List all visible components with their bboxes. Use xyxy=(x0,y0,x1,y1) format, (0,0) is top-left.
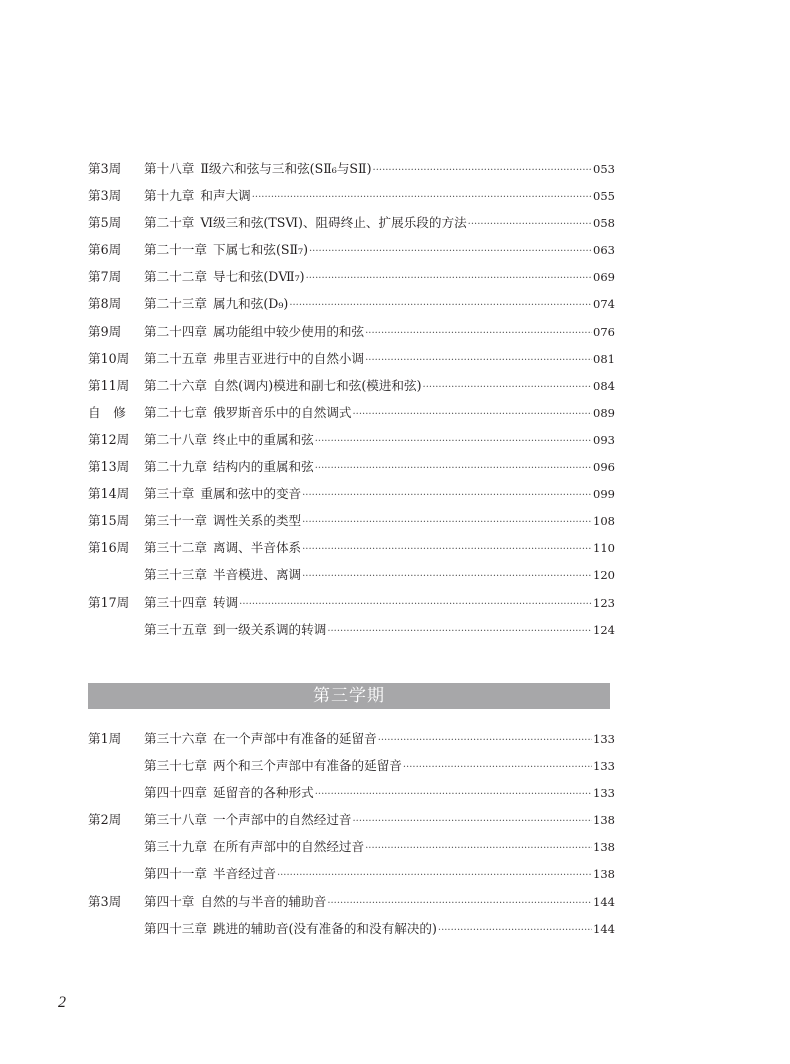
chapter-number: 第二十八章 xyxy=(144,431,207,447)
week-label: 自 修 xyxy=(88,404,126,420)
week-label: 第5周 xyxy=(88,215,122,231)
page-ref: 089 xyxy=(593,405,615,420)
dot-leader xyxy=(353,808,593,835)
page-ref: 081 xyxy=(593,351,615,366)
chapter-title: 自然(调内)模进和副七和弦(模进和弦) xyxy=(212,377,422,393)
dot-leader xyxy=(302,482,592,509)
week-label: 第6周 xyxy=(88,242,122,258)
page-ref: 144 xyxy=(593,894,615,909)
chapter-title: 下属七和弦(SⅡ₇) xyxy=(212,242,308,258)
toc-row[interactable] xyxy=(88,236,615,263)
week-label: 第3周 xyxy=(88,188,122,204)
chapter-title: 在一个声部中有准备的延留音 xyxy=(212,731,377,746)
chapter-title: 半音经过音 xyxy=(212,866,276,882)
dot-leader xyxy=(353,401,593,428)
page-ref: 144 xyxy=(593,921,615,936)
week-label: 第8周 xyxy=(88,296,122,312)
week-label: 第14周 xyxy=(88,486,130,502)
chapter-number: 第二十五章 xyxy=(144,350,207,366)
page-ref: 063 xyxy=(593,243,615,258)
toc-row[interactable] xyxy=(88,399,615,426)
chapter-number: 第三十二章 xyxy=(144,540,207,556)
dot-leader xyxy=(373,157,593,184)
chapter-number: 第三十五章 xyxy=(144,621,207,637)
chapter-title: 在所有声部中的自然经过音 xyxy=(212,839,365,855)
week-label: 第2周 xyxy=(88,812,122,828)
dot-leader xyxy=(239,591,592,618)
page-ref: 108 xyxy=(593,514,615,529)
week-label: 第7周 xyxy=(88,269,122,285)
chapter-title: 结构内的重属和弦 xyxy=(212,459,314,475)
page-ref: 099 xyxy=(593,487,615,502)
dot-leader xyxy=(315,781,592,808)
semester-heading: 第三学期 xyxy=(88,683,610,709)
toc-row[interactable] xyxy=(88,833,615,860)
week-label: 第15周 xyxy=(88,513,130,529)
dot-leader xyxy=(403,754,592,781)
page-ref: 138 xyxy=(593,867,615,882)
week-label: 第3周 xyxy=(88,161,122,176)
toc-row[interactable] xyxy=(88,752,615,779)
toc-row[interactable] xyxy=(88,860,615,887)
page-ref: 053 xyxy=(593,162,615,176)
chapter-number: 第三十章 xyxy=(144,486,195,502)
toc-row[interactable] xyxy=(88,888,615,915)
page-ref: 124 xyxy=(593,622,615,637)
page-ref: 096 xyxy=(593,460,615,475)
page-ref: 133 xyxy=(593,786,615,801)
chapter-title: 半音模进、离调 xyxy=(212,567,302,583)
toc-row[interactable] xyxy=(88,534,615,561)
toc-list-semester-2 xyxy=(88,155,615,643)
page-ref: 093 xyxy=(593,432,615,447)
page-ref: 084 xyxy=(593,378,615,393)
week-label: 第12周 xyxy=(88,431,130,447)
toc-row[interactable] xyxy=(88,725,615,752)
chapter-title: 跳进的辅助音(没有准备的和没有解决的) xyxy=(212,920,437,936)
week-label: 第10周 xyxy=(88,350,130,366)
chapter-title: 一个声部中的自然经过音 xyxy=(212,812,352,828)
chapter-number: 第三十六章 xyxy=(144,731,207,746)
chapter-title: Ⅱ级六和弦与三和弦(SⅡ₆与SⅡ) xyxy=(200,161,372,176)
toc-list-semester-3 xyxy=(88,725,615,942)
chapter-number: 第二十三章 xyxy=(144,296,207,312)
chapter-title: 弗里吉亚进行中的自然小调 xyxy=(212,350,365,366)
toc-row[interactable] xyxy=(88,480,615,507)
chapter-number: 第三十八章 xyxy=(144,812,207,828)
chapter-title: 和声大调 xyxy=(200,188,251,204)
chapter-title: 到一级关系调的转调 xyxy=(212,621,327,637)
dot-leader xyxy=(289,292,592,319)
week-label: 第11周 xyxy=(88,377,130,393)
chapter-number: 第二十九章 xyxy=(144,459,207,475)
chapter-title: 调性关系的类型 xyxy=(212,513,302,529)
page-ref: 138 xyxy=(593,813,615,828)
dot-leader xyxy=(309,238,592,265)
chapter-number: 第四十三章 xyxy=(144,920,207,936)
page-ref: 058 xyxy=(593,216,615,231)
toc-row[interactable] xyxy=(88,155,615,182)
chapter-number: 第二十章 xyxy=(144,215,195,231)
chapter-number: 第十八章 xyxy=(144,161,195,176)
page-ref: 076 xyxy=(593,324,615,339)
page-number: 2 xyxy=(58,994,66,1011)
chapter-title: 终止中的重属和弦 xyxy=(212,431,314,447)
dot-leader xyxy=(302,536,592,563)
chapter-number: 第二十七章 xyxy=(144,404,207,420)
chapter-number: 第二十二章 xyxy=(144,269,207,285)
dot-leader xyxy=(438,917,592,944)
toc-row[interactable] xyxy=(88,507,615,534)
chapter-number: 第四十章 xyxy=(144,893,195,909)
chapter-title: 两个和三个声部中有准备的延留音 xyxy=(212,758,402,774)
chapter-title: 属九和弦(D₉) xyxy=(212,296,289,312)
chapter-number: 第四十一章 xyxy=(144,866,207,882)
dot-leader xyxy=(365,347,592,374)
week-label: 第13周 xyxy=(88,459,130,475)
dot-leader xyxy=(468,211,592,238)
chapter-number: 第三十四章 xyxy=(144,594,207,610)
chapter-title: 离调、半音体系 xyxy=(212,540,302,556)
dot-leader xyxy=(365,320,592,347)
chapter-number: 第三十九章 xyxy=(144,839,207,855)
toc-row[interactable] xyxy=(88,290,615,317)
dot-leader xyxy=(378,727,592,754)
page-ref: 074 xyxy=(593,297,615,312)
page-ref: 133 xyxy=(593,732,615,746)
chapter-title: 自然的与半音的辅助音 xyxy=(200,893,327,909)
chapter-number: 第四十四章 xyxy=(144,785,207,801)
toc-row[interactable] xyxy=(88,209,615,236)
chapter-title: Ⅵ级三和弦(TSⅥ)、阻碍终止、扩展乐段的方法 xyxy=(200,215,467,231)
dot-leader xyxy=(315,455,592,482)
page-ref: 069 xyxy=(593,270,615,285)
page-ref: 120 xyxy=(593,568,615,583)
chapter-number: 第三十一章 xyxy=(144,513,207,529)
page-ref: 110 xyxy=(593,541,615,556)
page-ref: 123 xyxy=(593,595,615,610)
toc-row[interactable] xyxy=(88,426,615,453)
chapter-number: 第二十六章 xyxy=(144,377,207,393)
chapter-number: 第二十四章 xyxy=(144,323,207,339)
dot-leader xyxy=(302,509,592,536)
toc-row[interactable] xyxy=(88,561,615,588)
toc-row[interactable] xyxy=(88,263,615,290)
page-ref: 055 xyxy=(593,189,615,204)
chapter-title: 延留音的各种形式 xyxy=(212,785,314,801)
week-label: 第1周 xyxy=(88,731,122,746)
dot-leader xyxy=(315,428,592,455)
week-label: 第17周 xyxy=(88,594,130,610)
toc-row[interactable] xyxy=(88,915,615,942)
week-label: 第3周 xyxy=(88,893,122,909)
page-ref: 138 xyxy=(593,840,615,855)
chapter-number: 第三十三章 xyxy=(144,567,207,583)
chapter-number: 第十九章 xyxy=(144,188,195,204)
dot-leader xyxy=(302,563,592,590)
dot-leader xyxy=(277,862,592,889)
chapter-title: 重属和弦中的变音 xyxy=(200,486,302,502)
toc-row[interactable] xyxy=(88,589,615,616)
dot-leader xyxy=(423,374,593,401)
chapter-title: 导七和弦(DⅦ₇) xyxy=(212,269,305,285)
toc-row[interactable] xyxy=(88,806,615,833)
toc-row[interactable] xyxy=(88,453,615,480)
chapter-title: 俄罗斯音乐中的自然调式 xyxy=(212,404,352,420)
week-label: 第16周 xyxy=(88,540,130,556)
week-label: 第9周 xyxy=(88,323,122,339)
toc-row[interactable] xyxy=(88,182,615,209)
chapter-title: 转调 xyxy=(212,594,239,610)
toc-row[interactable] xyxy=(88,372,615,399)
chapter-number: 第三十七章 xyxy=(144,758,207,774)
toc-row[interactable] xyxy=(88,318,615,345)
toc-row[interactable] xyxy=(88,779,615,806)
page-ref: 133 xyxy=(593,759,615,774)
toc-row[interactable] xyxy=(88,345,615,372)
dot-leader xyxy=(365,835,592,862)
chapter-number: 第二十一章 xyxy=(144,242,207,258)
chapter-title: 属功能组中较少使用的和弦 xyxy=(212,323,365,339)
toc-row[interactable] xyxy=(88,616,615,643)
dot-leader xyxy=(252,184,592,211)
dot-leader xyxy=(327,618,592,645)
dot-leader xyxy=(306,265,592,292)
dot-leader xyxy=(327,890,592,917)
